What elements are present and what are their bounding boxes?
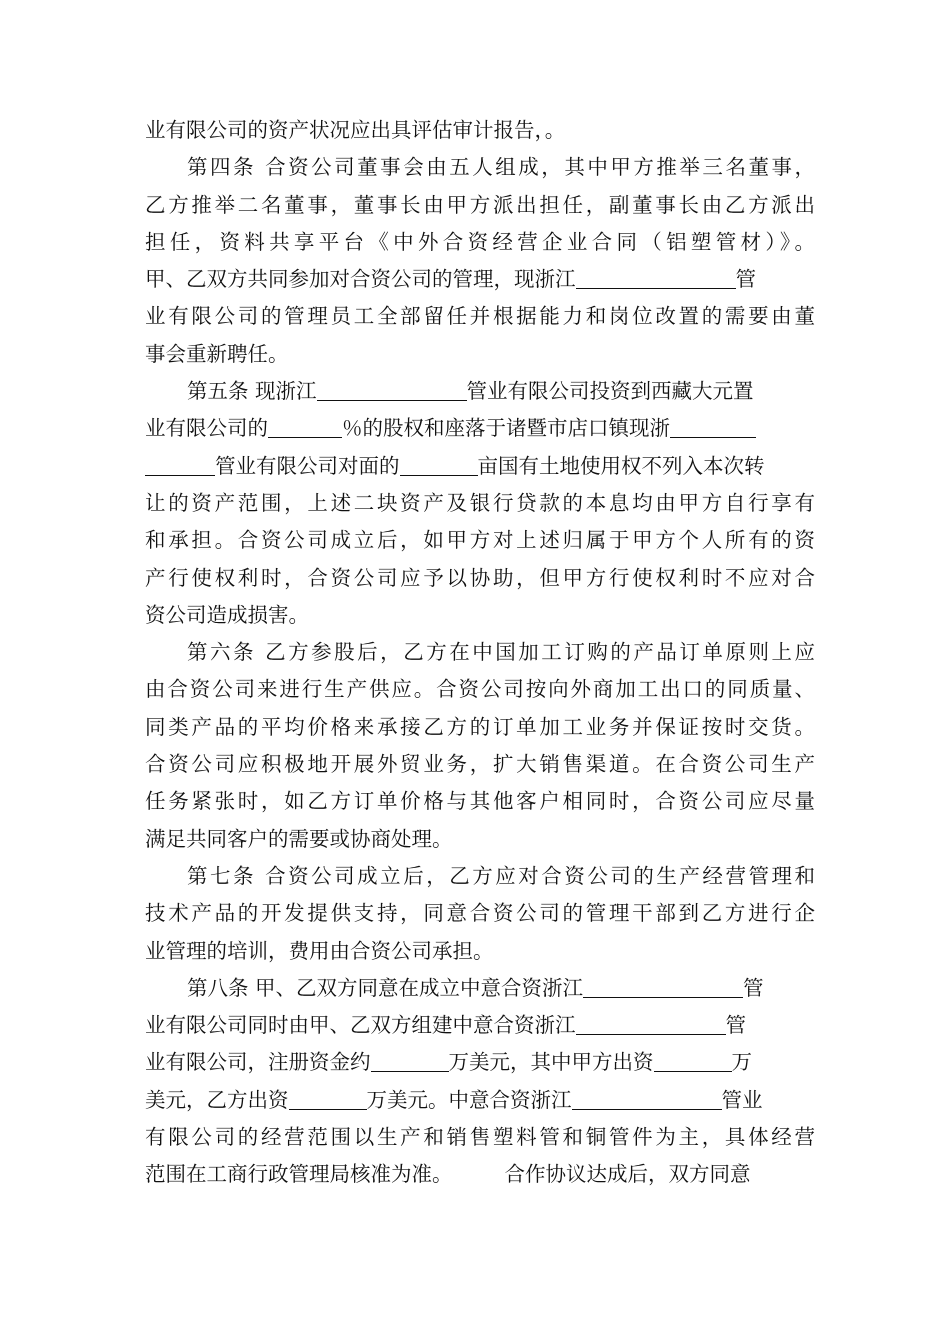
text-line — [145, 1082, 815, 1119]
text-line: 业有限公司的资产状况应出具评估审计报告，。 — [145, 118, 566, 142]
text-segment: 管 — [735, 267, 756, 292]
text-segment: 管 — [725, 1013, 746, 1038]
text-line — [145, 1007, 815, 1044]
text-line — [145, 1156, 815, 1193]
text-line: 让的资产范围，上述二块资产及银行贷款的本息均由甲方自行享有 — [145, 490, 815, 515]
text-segment: 万 — [731, 1050, 752, 1075]
fill-in-blank — [371, 1049, 449, 1072]
fill-in-blank — [670, 415, 756, 438]
text-line: 技术产品的开发提供支持，同意合资公司的管理干部到乙方进行企 — [145, 901, 815, 926]
text-line: 业管理的培训，费用由合资公司承担。 — [145, 938, 494, 963]
text-segment: 万美元，其中甲方出资 — [448, 1050, 654, 1075]
fill-in-blank — [317, 378, 467, 401]
article-6-line: 第六条 乙方参股后，乙方在中国加工订购的产品订单原则上应 — [187, 640, 815, 665]
fill-in-blank — [576, 266, 736, 289]
text-segment: 业有限公司，注册资金约 — [145, 1050, 371, 1075]
text-line: 满足共同客户的需要或协商处理。 — [145, 826, 453, 851]
fill-in-blank — [654, 1049, 732, 1072]
text-segment: 管 — [743, 975, 764, 1000]
text-segment: 管业有限公司投资到西藏大元置 — [466, 379, 754, 404]
text-segment: 美元，乙方出资 — [145, 1087, 289, 1112]
text-line: 事会重新聘任。 — [145, 341, 289, 366]
contract-body — [145, 112, 815, 1194]
text-line: 产行使权利时，合资公司应予以协助，但甲方行使权利时不应对合 — [145, 565, 815, 590]
text-line: 任务紧张时，如乙方订单价格与其他客户相同时，合资公司应尽量 — [145, 789, 815, 814]
text-line: 资公司造成损害。 — [145, 602, 309, 627]
text-line: 乙方推举二名董事，董事长由甲方派出担任，副董事长由乙方派出 — [145, 192, 815, 217]
text-segment: 万美元。中意合资浙江 — [366, 1087, 572, 1112]
text-segment: 合作协议达成后，双方同意 — [504, 1162, 751, 1187]
text-line — [145, 448, 815, 485]
fill-in-blank — [400, 453, 478, 476]
text-segment: 业有限公司的 — [145, 416, 268, 441]
article-4-line: 第四条 合资公司董事会由五人组成，其中甲方推举三名董事， — [187, 155, 815, 180]
article-5-line — [145, 373, 815, 410]
text-segment: 亩国有土地使用权不列入本次转 — [477, 453, 765, 478]
article-7-line: 第七条 合资公司成立后，乙方应对合资公司的生产经营管理和 — [187, 863, 815, 888]
text-line — [145, 1044, 815, 1081]
text-line: 合资公司应积极地开展外贸业务，扩大销售渠道。在合资公司生产 — [145, 752, 815, 777]
text-line: 有限公司的经营范围以生产和销售塑料管和铜管件为主，具体经营 — [145, 1125, 815, 1150]
text-segment: ％的股权和座落于诸暨市店口镇现浙 — [342, 416, 670, 441]
text-line: 同类产品的平均价格来承接乙方的订单加工业务并保证按时交货。 — [145, 714, 815, 739]
text-segment: 管业 — [721, 1087, 763, 1112]
fill-in-blank — [576, 1012, 726, 1035]
text-segment: 业有限公司同时由甲、乙双方组建中意合资浙江 — [145, 1013, 576, 1038]
text-line — [145, 261, 815, 298]
fill-in-blank — [289, 1087, 367, 1110]
fill-in-blank — [572, 1087, 722, 1110]
text-segment: 范围在工商行政管理局核准为准。 — [145, 1162, 453, 1187]
text-line — [145, 410, 815, 447]
text-line: 和承担。合资公司成立后，如甲方对上述归属于甲方个人所有的资 — [145, 528, 815, 553]
fill-in-blank — [268, 415, 342, 438]
text-line: 业有限公司的管理员工全部留任并根据能力和岗位改置的需要由董 — [145, 304, 815, 329]
text-line: 由合资公司来进行生产供应。合资公司按向外商加工出口的同质量、 — [145, 677, 815, 702]
article-8-line — [145, 970, 815, 1007]
text-segment: 管业有限公司对面的 — [215, 453, 400, 478]
fill-in-blank — [583, 975, 743, 998]
fill-in-blank — [145, 453, 215, 476]
text-segment: 第五条 现浙江 — [187, 379, 317, 404]
text-segment: 第八条 甲、乙双方同意在成立中意合资浙江 — [187, 975, 584, 1000]
text-segment: 甲、乙双方共同参加对合资公司的管理，现浙江 — [145, 267, 576, 292]
text-line: 担任，资料共享平台《中外合资经营企业合同（铝塑管材）》。 — [145, 229, 815, 254]
